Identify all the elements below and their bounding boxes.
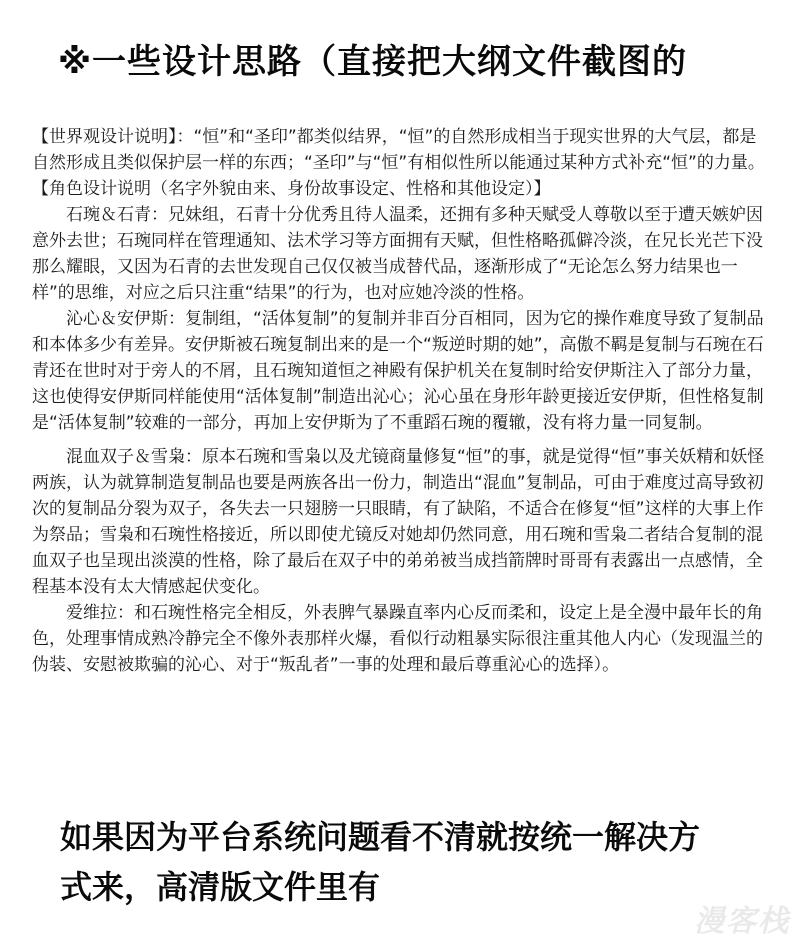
- page-heading: ※一些设计思路（直接把大纲文件截图的: [58, 42, 688, 82]
- footer-line-1: 如果因为平台系统问题看不清就按统一解决方: [60, 818, 701, 856]
- watermark-logo: 漫客栈: [694, 904, 790, 939]
- footer-note: [60, 812, 740, 912]
- character-paragraph-qinxin: 沁心＆安伊斯：复制组，“活体复制”的复制并非百分百相同，因为它的操作难度导致了复制品和本体多少有差异。安伊斯被石琬复制出来的是一个“叛逆时期的她”，高傲不羁是复制与石琬在石青还在世时对于旁人的不屑，且石琬知道恒之神殿有保护机关在复制时给安伊斯注入了部分力量，这也使得安伊斯同样能使用“活体复制”制造出沁心；沁心虽在身形年龄更接近安伊斯，但性格复制是“活体复制”较难的一部分，再加上安伊斯为了不重蹈石琬的覆辙，没有将力量一同复制。: [32, 309, 764, 433]
- footer-line-2: 式来，高清版文件里有: [60, 868, 381, 906]
- character-paragraph-twins: 混血双子＆雪枭：原本石琬和雪枭以及尤镜商量修复“恒”的事，就是觉得“恒”事关妖精和妖怪两族，认为就算制造复制品也要是两族各出一份力，制造出“混血”复制品，可由于难度过高导致初次的复制品分裂为双子，各失去一只翅膀一只眼睛，有了缺陷，不适合在修复“恒”这样的大事上作为祭品；雪枭和石琬性格接近，所以即使尤镜反对她却仍然同意，用石琬和雪枭二者结合复制的混血双子也呈现出淡漠的性格，除了最后在双子中的弟弟被当成挡箭牌时哥哥有表露出一点感情，全程基本没有太大情感起伏变化。: [32, 447, 765, 597]
- worldview-paragraph: 【世界观设计说明】：“恒”和“圣印”都类似结界，“恒”的自然形成相当于现实世界的大气层，都是自然形成且类似保护层一样的东西；“圣印”与“恒”有相似性所以能通过某种方式补充“恒”的力量。: [32, 127, 765, 173]
- character-paragraph-aiweila: 爱维拉：和石琬性格完全相反，外表脾气暴躁直率内心反而柔和，设定上是全漫中最年长的角色，处理事情成熟冷静完全不像外表那样火爆，看似行动粗暴实际很注重其他人内心（发现温兰的伪装、安慰被欺骗的沁心、对于“叛乱者”一事的处理和最后尊重沁心的选择）。: [32, 603, 763, 675]
- document-body: [32, 124, 768, 678]
- character-paragraph-shiwan: 石琬＆石青：兄妹组，石青十分优秀且待人温柔，还拥有多种天赋受人尊敬以至于遭天嫉妒因意外去世；石琬同样在管理通知、法术学习等方面拥有天赋，但性格略孤僻冷淡，在兄长光芒下没那么耀眼，又因为石青的去世发现自己仅仅被当成替代品，逐渐形成了“无论怎么努力结果也一样”的思维，对应之后只注重“结果”的行为，也对应她冷淡的性格。: [32, 205, 763, 303]
- character-section-heading: 【角色设计说明（名字外貌由来、身份故事设定、性格和其他设定）】: [32, 179, 551, 199]
